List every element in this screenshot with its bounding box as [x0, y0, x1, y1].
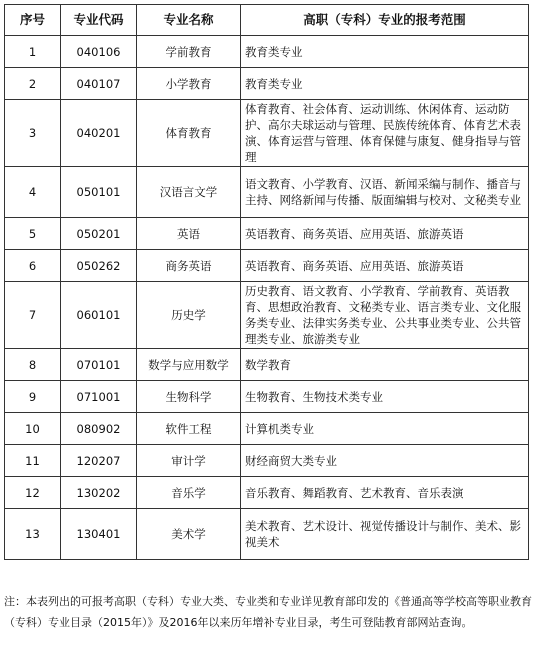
- cell-name: 学前教育: [137, 36, 241, 68]
- cell-range: 计算机类专业: [241, 413, 529, 445]
- cell-code: 040201: [61, 100, 137, 167]
- table-row: [5, 413, 529, 445]
- header-no: 序号: [5, 5, 61, 36]
- header-range: 高职（专科）专业的报考范围: [241, 5, 529, 36]
- table-row: [5, 36, 529, 68]
- cell-no: 13: [5, 509, 61, 560]
- table-note: 注：本表列出的可报考高职（专科）专业大类、专业类和专业详见教育部印发的《普通高等学校高等职业教育（专科）专业目录（2015年）》及2016年以来历年增补专业目录，考生可登陆教育部网站查询。: [4, 595, 532, 629]
- cell-no: 8: [5, 349, 61, 381]
- table-row: [5, 167, 529, 218]
- cell-code: 070101: [61, 349, 137, 381]
- cell-name: 英语: [137, 218, 241, 250]
- cell-code: 060101: [61, 282, 137, 349]
- header-code: 专业代码: [61, 5, 137, 36]
- cell-code: 130202: [61, 477, 137, 509]
- cell-name: 历史学: [137, 282, 241, 349]
- cell-range: 数学教育: [241, 349, 529, 381]
- cell-code: 050201: [61, 218, 137, 250]
- cell-code: 050101: [61, 167, 137, 218]
- cell-name: 审计学: [137, 445, 241, 477]
- cell-range: 体育教育、社会体育、运动训练、休闲体育、运动防护、高尔夫球运动与管理、民族传统体育、体育艺术表演、体育运营与管理、体育保健与康复、健身指导与管理: [241, 100, 529, 167]
- cell-no: 1: [5, 36, 61, 68]
- cell-no: 12: [5, 477, 61, 509]
- cell-no: 5: [5, 218, 61, 250]
- cell-code: 040106: [61, 36, 137, 68]
- cell-code: 130401: [61, 509, 137, 560]
- cell-no: 11: [5, 445, 61, 477]
- major-table: [4, 4, 529, 560]
- cell-no: 10: [5, 413, 61, 445]
- cell-code: 120207: [61, 445, 137, 477]
- table-row: [5, 218, 529, 250]
- cell-name: 汉语言文学: [137, 167, 241, 218]
- header-name: 专业名称: [137, 5, 241, 36]
- cell-no: 6: [5, 250, 61, 282]
- table-header-row: [5, 5, 529, 36]
- cell-range: 英语教育、商务英语、应用英语、旅游英语: [241, 250, 529, 282]
- cell-no: 9: [5, 381, 61, 413]
- cell-name: 音乐学: [137, 477, 241, 509]
- cell-name: 小学教育: [137, 68, 241, 100]
- cell-range: 财经商贸大类专业: [241, 445, 529, 477]
- cell-range: 音乐教育、舞蹈教育、艺术教育、音乐表演: [241, 477, 529, 509]
- cell-range: 英语教育、商务英语、应用英语、旅游英语: [241, 218, 529, 250]
- cell-range: 生物教育、生物技术类专业: [241, 381, 529, 413]
- cell-code: 071001: [61, 381, 137, 413]
- cell-range: 教育类专业: [241, 68, 529, 100]
- cell-name: 美术学: [137, 509, 241, 560]
- table-row: [5, 100, 529, 167]
- cell-code: 050262: [61, 250, 137, 282]
- table-row: [5, 509, 529, 560]
- cell-range: 语文教育、小学教育、汉语、新闻采编与制作、播音与主持、网络新闻与传播、版面编辑与校对、文秘类专业: [241, 167, 529, 218]
- cell-no: 2: [5, 68, 61, 100]
- table-row: [5, 349, 529, 381]
- table-row: [5, 381, 529, 413]
- table-row: [5, 477, 529, 509]
- cell-range: 美术教育、艺术设计、视觉传播设计与制作、美术、影视美术: [241, 509, 529, 560]
- table-row: [5, 250, 529, 282]
- cell-code: 080902: [61, 413, 137, 445]
- cell-code: 040107: [61, 68, 137, 100]
- cell-range: 教育类专业: [241, 36, 529, 68]
- cell-no: 4: [5, 167, 61, 218]
- cell-name: 数学与应用数学: [137, 349, 241, 381]
- cell-name: 生物科学: [137, 381, 241, 413]
- cell-range: 历史教育、语文教育、小学教育、学前教育、英语教育、思想政治教育、文秘类专业、语言类专业、文化服务类专业、法律实务类专业、公共事业类专业、公共管理类专业、旅游类专业: [241, 282, 529, 349]
- table-row: [5, 445, 529, 477]
- table-row: [5, 68, 529, 100]
- cell-name: 软件工程: [137, 413, 241, 445]
- cell-no: 7: [5, 282, 61, 349]
- cell-name: 商务英语: [137, 250, 241, 282]
- cell-name: 体育教育: [137, 100, 241, 167]
- table-row: [5, 282, 529, 349]
- cell-no: 3: [5, 100, 61, 167]
